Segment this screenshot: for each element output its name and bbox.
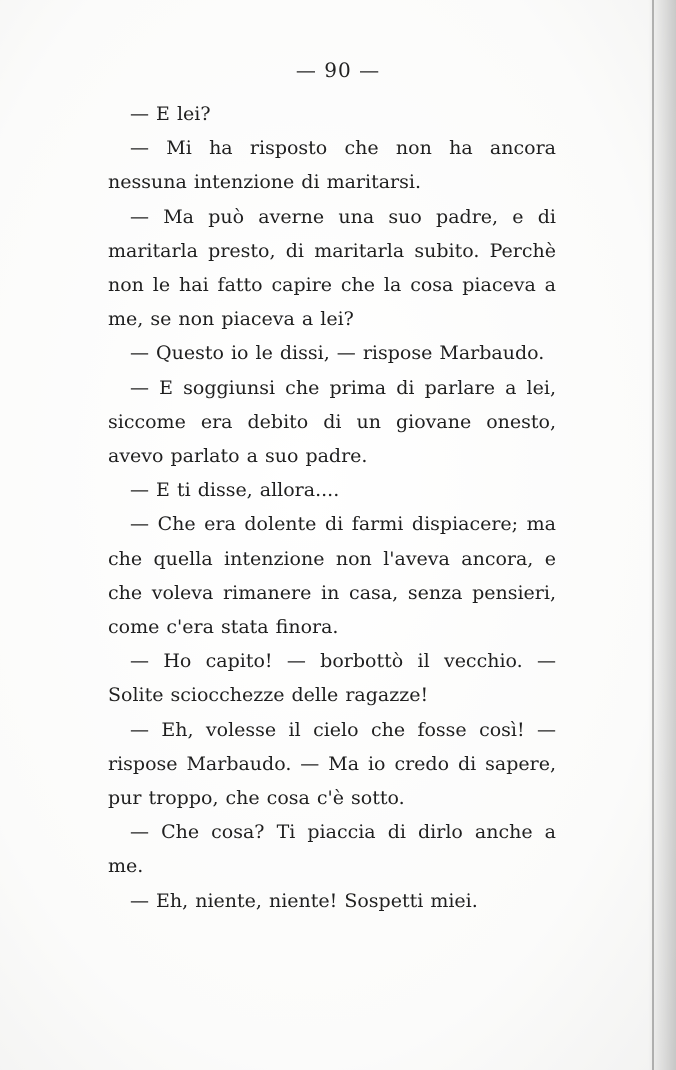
paragraph: — Eh, niente, niente! Sospetti miei.: [130, 889, 478, 912]
paragraph: — E ti disse, allora....: [130, 479, 340, 502]
paragraph: — Questo io le dissi, — rispose Marbaudo.: [130, 342, 545, 365]
gutter-edge: [652, 0, 654, 1070]
paragraph: — Mi ha risposto che non ha ancora nessuna intenzione di maritarsi.: [108, 137, 556, 194]
paragraph: — Ma può averne una suo padre, e di maritarla presto, di maritarla subito. Perchè non le hai fatto capire che la cosa piaceva a me, se non piaceva a lei?: [108, 205, 556, 331]
body-text: [108, 97, 556, 918]
paragraph: — E lei?: [130, 103, 211, 125]
paragraph: — Ho capito! — borbottò il vecchio. — Solite sciocchezze delle ragazze!: [108, 650, 556, 707]
paragraph: — Che cosa? Ti piaccia di dirlo anche a me.: [108, 821, 556, 878]
paragraph: — Eh, volesse il cielo che fosse così! — rispose Marbaudo. — Ma io credo di sapere, pur troppo, che cosa c'è sotto.: [108, 718, 556, 810]
page-number: — 90 —: [295, 58, 381, 82]
paragraph: — Che era dolente di farmi dispiacere; ma che quella intenzione non l'aveva ancora, e che voleva rimanere in casa, senza pensieri, come c'era stata finora.: [108, 513, 556, 639]
paragraph: — E soggiunsi che prima di parlare a lei, siccome era debito di un giovane onesto, avevo parlato a suo padre.: [108, 376, 556, 468]
